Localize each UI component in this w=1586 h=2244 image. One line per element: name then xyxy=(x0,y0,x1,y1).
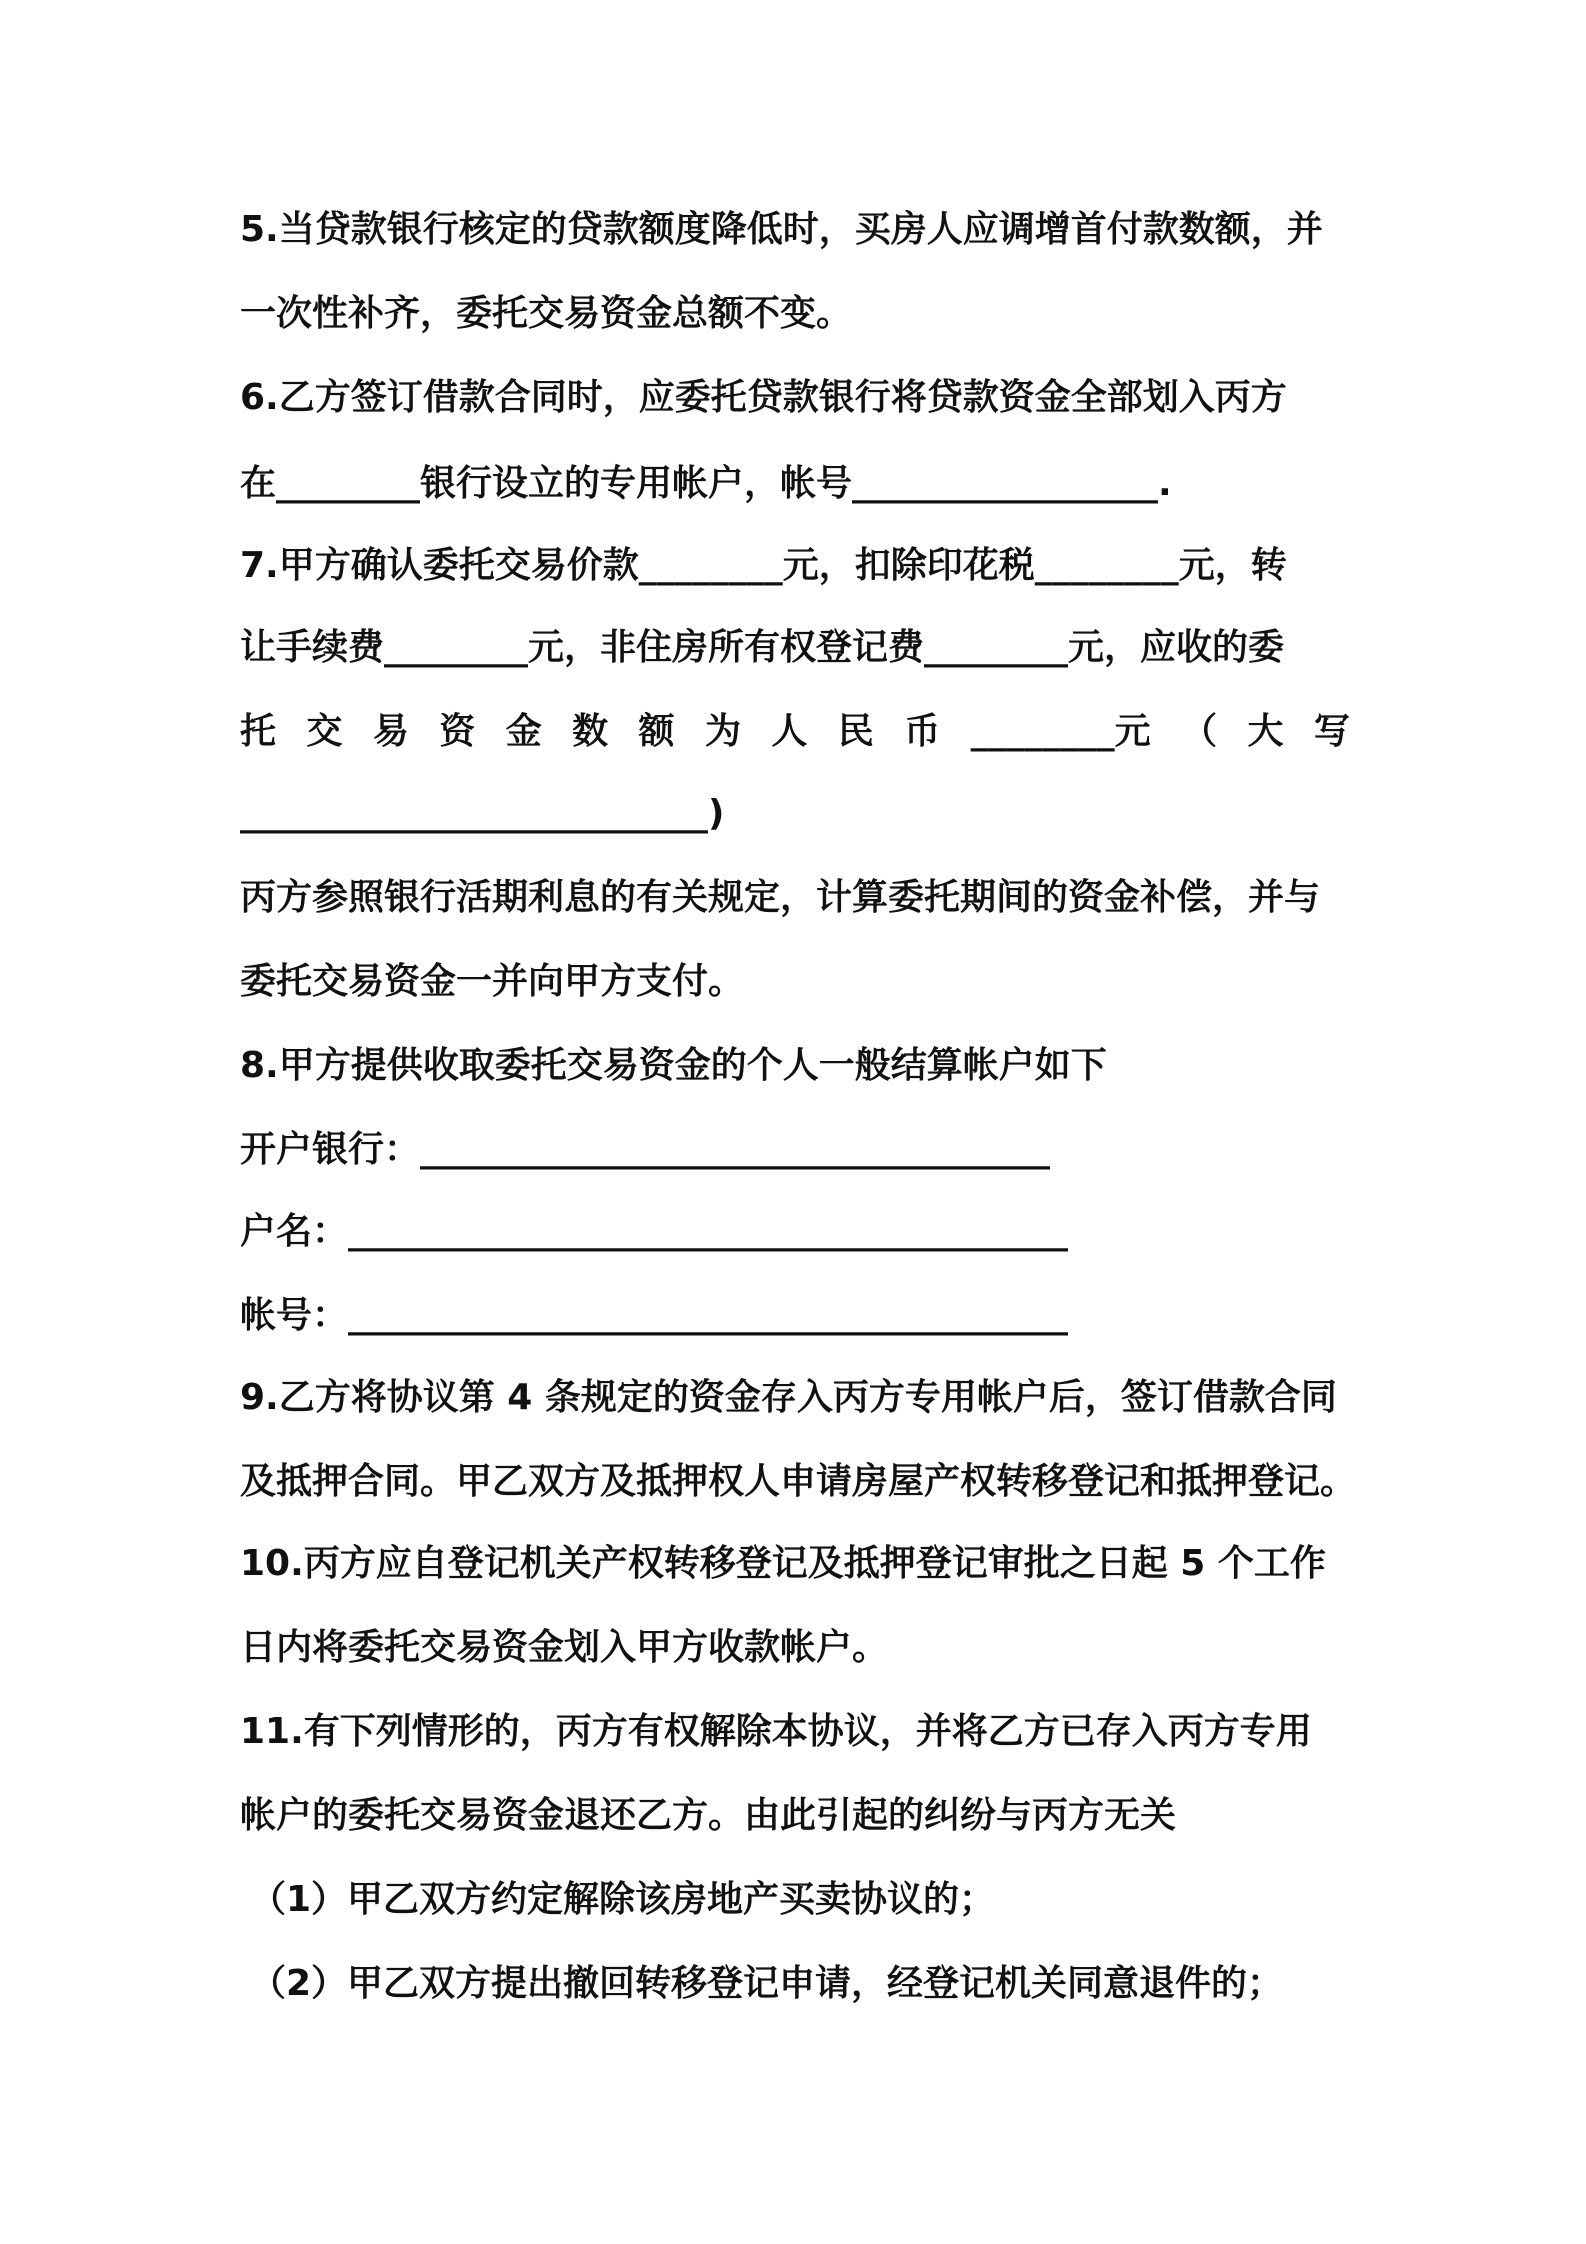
clause-7-line-3 xyxy=(240,711,1350,752)
justified-token: 为 xyxy=(704,711,741,752)
justified-token: ________元 xyxy=(970,711,1151,752)
justified-token: 托 xyxy=(240,711,277,752)
justified-token: （ xyxy=(1181,711,1218,752)
justified-token: 民 xyxy=(837,711,874,752)
clause-7-line-1: 7.甲方确认委托交易价款________元，扣除印花税________元，转 xyxy=(240,545,1287,586)
clause-10-line-1: 10.丙方应自登记机关产权转移登记及抵押登记审批之日起 5 个工作 xyxy=(240,1543,1326,1584)
clause-5-line-1: 5.当贷款银行核定的贷款额度降低时，买房人应调增首付款数额，并 xyxy=(240,209,1323,250)
clause-7-line-4: __________________________) xyxy=(240,793,725,834)
justified-token: 交 xyxy=(306,711,343,752)
compensation-line-1: 丙方参照银行活期利息的有关规定，计算委托期间的资金补偿，并与 xyxy=(240,877,1321,918)
clause-9-line-1: 9.乙方将协议第 4 条规定的资金存入丙方专用帐户后，签订借款合同 xyxy=(240,1377,1337,1418)
clause-7-line-2: 让手续费________元，非住房所有权登记费________元，应收的委 xyxy=(240,627,1285,668)
justified-token: 额 xyxy=(638,711,675,752)
account-number-field: 帐号：________________________________________ xyxy=(240,1295,1069,1336)
clause-11-line-2: 帐户的委托交易资金退还乙方。由此引起的纠纷与丙方无关 xyxy=(240,1795,1177,1836)
clause-11-item-1: （1）甲乙双方约定解除该房地产买卖协议的； xyxy=(250,1879,996,1920)
justified-token: 人 xyxy=(771,711,808,752)
justified-token: 资 xyxy=(439,711,476,752)
clause-10-line-2: 日内将委托交易资金划入甲方收款帐户。 xyxy=(240,1627,889,1668)
justified-token: 写 xyxy=(1313,711,1350,752)
clause-11-line-1: 11.有下列情形的，丙方有权解除本协议，并将乙方已存入丙方专用 xyxy=(240,1711,1312,1752)
compensation-line-2: 委托交易资金一并向甲方支付。 xyxy=(240,961,745,1002)
justified-token: 大 xyxy=(1247,711,1284,752)
clause-6-line-2: 在________银行设立的专用帐户，帐号_________________. xyxy=(240,463,1172,504)
clause-8-line-1: 8.甲方提供收取委托交易资金的个人一般结算帐户如下 xyxy=(240,1045,1107,1086)
justified-token: 易 xyxy=(372,711,409,752)
clause-9-line-2: 及抵押合同。甲乙双方及抵押权人申请房屋产权转移登记和抵押登记。 xyxy=(240,1461,1357,1502)
account-name-field: 户名：________________________________________ xyxy=(240,1211,1069,1252)
justified-token: 数 xyxy=(572,711,609,752)
justified-token: 金 xyxy=(505,711,542,752)
clause-5-line-2: 一次性补齐，委托交易资金总额不变。 xyxy=(240,293,853,334)
clause-6-line-1: 6.乙方签订借款合同时，应委托贷款银行将贷款资金全部划入丙方 xyxy=(240,377,1287,418)
clause-11-item-2: （2）甲乙双方提出撤回转移登记申请，经登记机关同意退件的； xyxy=(250,1963,1284,2004)
justified-token: 币 xyxy=(904,711,941,752)
bank-name-field: 开户银行：___________________________________ xyxy=(240,1129,1051,1170)
